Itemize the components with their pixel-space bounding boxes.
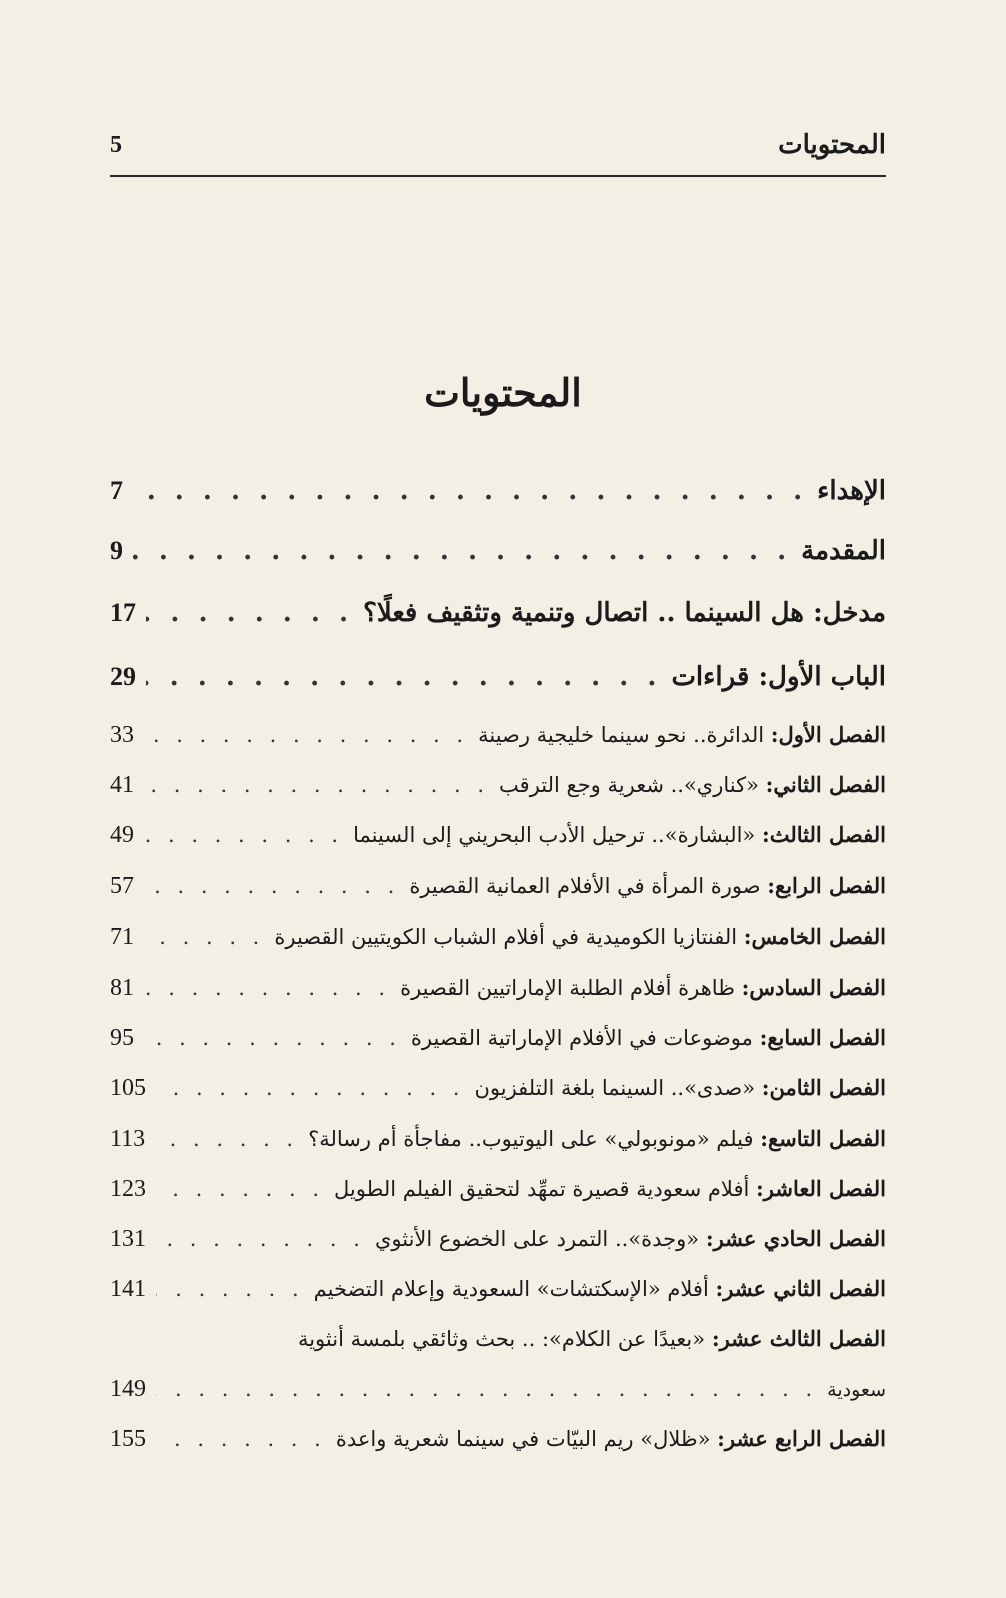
leader-dots bbox=[144, 773, 489, 797]
leader-dots bbox=[146, 662, 661, 692]
toc-entry-label bbox=[353, 822, 886, 847]
toc-entry-title: «البشارة».. ترحيل الأدب البحريني إلى السينما bbox=[353, 823, 756, 847]
toc-entry-chapter-14[interactable] bbox=[110, 1426, 886, 1453]
toc-entry-title: هل السينما .. اتصال وتنمية وتثقيف فعلًا؟ bbox=[363, 598, 804, 628]
toc-entry-label: الإهداء bbox=[817, 476, 886, 506]
toc-entry-chapter-1[interactable] bbox=[110, 722, 886, 749]
toc-entry-prefix: الفصل الرابع: bbox=[767, 873, 886, 898]
toc-entry-title: الدائرة.. نحو سينما خليجية رصينة bbox=[478, 723, 765, 747]
toc-entry-label bbox=[474, 1075, 886, 1100]
toc-entry-prefix: الفصل الحادي عشر: bbox=[705, 1226, 886, 1251]
toc-entry-chapter-5[interactable] bbox=[110, 924, 886, 951]
toc-entry-page: 33 bbox=[110, 722, 134, 748]
toc-entry-part-one[interactable] bbox=[110, 662, 886, 692]
toc-entry-prefix: الفصل الثاني عشر: bbox=[715, 1276, 886, 1301]
running-header bbox=[110, 126, 886, 176]
leader-dots bbox=[155, 1127, 298, 1151]
toc-entry-prefix: الفصل السابع: bbox=[759, 1025, 886, 1050]
leader-dots bbox=[144, 723, 468, 747]
toc-entry-label: المقدمة bbox=[801, 536, 886, 566]
leader-dots bbox=[144, 874, 399, 898]
toc-entry-prefix: الفصل الثالث: bbox=[761, 822, 886, 847]
toc-entry-title: أفلام سعودية قصيرة تمهِّد لتحقيق الفيلم الطويل bbox=[334, 1177, 750, 1201]
toc-entry-label bbox=[334, 1176, 886, 1201]
toc-entry-title: «وجدة».. التمرد على الخضوع الأنثوي bbox=[374, 1227, 700, 1251]
toc-entry-label bbox=[499, 772, 886, 797]
toc-entry-title: «كناري».. شعرية وجع الترقب bbox=[499, 773, 759, 797]
toc-entry-label bbox=[363, 598, 886, 628]
toc-entry-label bbox=[314, 1276, 886, 1301]
toc-entry-title: الفنتازيا الكوميدية في أفلام الشباب الكويتيين القصيرة bbox=[274, 925, 738, 949]
toc-entry-page: 57 bbox=[110, 873, 134, 899]
toc-entry-title: «صدى».. السينما بلغة التلفزيون bbox=[474, 1076, 756, 1100]
toc-entry-page: 141 bbox=[110, 1276, 146, 1302]
toc-entry-chapter-9[interactable] bbox=[110, 1126, 886, 1153]
toc-entry-label bbox=[375, 1226, 886, 1251]
toc-entry-label bbox=[336, 1426, 886, 1451]
toc-entry-page: 29 bbox=[110, 662, 136, 691]
toc-entry-page: 41 bbox=[110, 772, 134, 798]
toc-entry-title: أفلام «الإسكتشات» السعودية وإعلام التضخيم bbox=[313, 1277, 709, 1301]
toc-entry-label bbox=[400, 975, 886, 1000]
toc-entry-chapter-6[interactable] bbox=[110, 975, 886, 1002]
toc-entry-label bbox=[478, 722, 886, 747]
running-page-number: 5 bbox=[110, 132, 122, 158]
toc-entry-prefix: الفصل الثالث عشر: bbox=[711, 1326, 886, 1351]
toc-entry-label bbox=[274, 924, 886, 949]
toc-entry-title: صورة المرأة في الأفلام العمانية القصيرة bbox=[409, 874, 761, 898]
toc-entry-label bbox=[411, 1025, 886, 1050]
leader-dots bbox=[156, 1227, 365, 1251]
toc-entry-label bbox=[308, 1126, 886, 1151]
toc-entry-prefix: الفصل التاسع: bbox=[760, 1126, 886, 1151]
leader-dots bbox=[156, 1277, 304, 1301]
leader-dots bbox=[133, 476, 807, 506]
toc-entry-page: 105 bbox=[110, 1075, 146, 1101]
toc-entry-page: 131 bbox=[110, 1226, 146, 1252]
toc-entry-prefix: الفصل الثاني: bbox=[765, 772, 886, 797]
toc-entry-title: قراءات bbox=[671, 662, 750, 692]
toc-entry-chapter-13-line1[interactable] bbox=[110, 1326, 886, 1351]
toc-entry-page: 71 bbox=[110, 924, 134, 950]
toc-entry-label bbox=[409, 873, 886, 898]
leader-dots bbox=[156, 1427, 326, 1451]
toc-entry-chapter-2[interactable] bbox=[110, 772, 886, 799]
toc-entry-page: 113 bbox=[110, 1126, 146, 1152]
toc-entry-prefix: الباب الأول: bbox=[758, 662, 886, 692]
toc-entry-chapter-10[interactable] bbox=[110, 1176, 886, 1203]
toc-entry-title: موضوعات في الأفلام الإماراتية القصيرة bbox=[410, 1026, 753, 1050]
toc-entry-page: 17 bbox=[110, 598, 136, 627]
contents-title: المحتويات bbox=[424, 370, 582, 415]
toc-entry-chapter-3[interactable] bbox=[110, 822, 886, 849]
leader-dots bbox=[156, 1377, 817, 1401]
toc-entry-page: 155 bbox=[110, 1426, 146, 1452]
toc-entry-page: 9 bbox=[110, 536, 123, 565]
toc-entry-prefix: الفصل السادس: bbox=[741, 975, 886, 1000]
toc-entry-title: «ظلال» ريم البيّات في سينما شعرية واعدة bbox=[335, 1427, 711, 1451]
toc-entry-page: 123 bbox=[110, 1176, 146, 1202]
toc-entry-prefix: الفصل العاشر: bbox=[756, 1176, 886, 1201]
toc-entry-page: 149 bbox=[110, 1376, 146, 1402]
toc-entry-chapter-4[interactable] bbox=[110, 873, 886, 900]
leader-dots bbox=[144, 976, 390, 1000]
toc-entry-title: فيلم «مونوبولي» على اليوتيوب.. مفاجأة أم رسالة؟ bbox=[308, 1127, 754, 1151]
leader-dots bbox=[146, 598, 353, 628]
toc-entry-continuation: سعودية bbox=[827, 1379, 886, 1401]
leader-dots bbox=[156, 1076, 464, 1100]
leader-dots bbox=[144, 925, 264, 949]
leader-dots bbox=[144, 1026, 401, 1050]
toc-entry-dedication[interactable] bbox=[110, 476, 886, 506]
leader-dots bbox=[144, 823, 343, 847]
toc-entry-page: 95 bbox=[110, 1025, 134, 1051]
toc-entry-title: ظاهرة أفلام الطلبة الإماراتيين القصيرة bbox=[400, 976, 735, 1000]
toc-entry-chapter-8[interactable] bbox=[110, 1075, 886, 1102]
toc-entry-chapter-7[interactable] bbox=[110, 1025, 886, 1052]
running-title: المحتويات bbox=[778, 130, 886, 160]
toc-entry-chapter-12[interactable] bbox=[110, 1276, 886, 1303]
toc-entry-prefix: الفصل الخامس: bbox=[743, 924, 886, 949]
toc-entry-chapter-11[interactable] bbox=[110, 1226, 886, 1253]
leader-dots bbox=[156, 1177, 324, 1201]
toc-entry-title: «بعيدًا عن الكلام»: .. بحث وثائقي بلمسة أنثوية bbox=[297, 1327, 706, 1351]
toc-entry-prefix: مدخل: bbox=[813, 598, 886, 628]
toc-entry-chapter-13-line2[interactable] bbox=[110, 1376, 886, 1403]
toc-entry-prefix: الفصل الثامن: bbox=[761, 1075, 886, 1100]
toc-entry-page: 49 bbox=[110, 822, 134, 848]
toc-entry-page: 7 bbox=[110, 476, 123, 505]
toc-entry-page: 81 bbox=[110, 975, 134, 1001]
toc-entry-preface[interactable] bbox=[110, 598, 886, 628]
toc-entry-prefix: الفصل الأول: bbox=[770, 722, 886, 747]
toc-entry-prefix: الفصل الرابع عشر: bbox=[717, 1426, 886, 1451]
leader-dots bbox=[133, 536, 791, 566]
toc-entry-introduction[interactable] bbox=[110, 536, 886, 566]
header-rule bbox=[110, 175, 886, 177]
toc-entry-label bbox=[671, 662, 886, 692]
